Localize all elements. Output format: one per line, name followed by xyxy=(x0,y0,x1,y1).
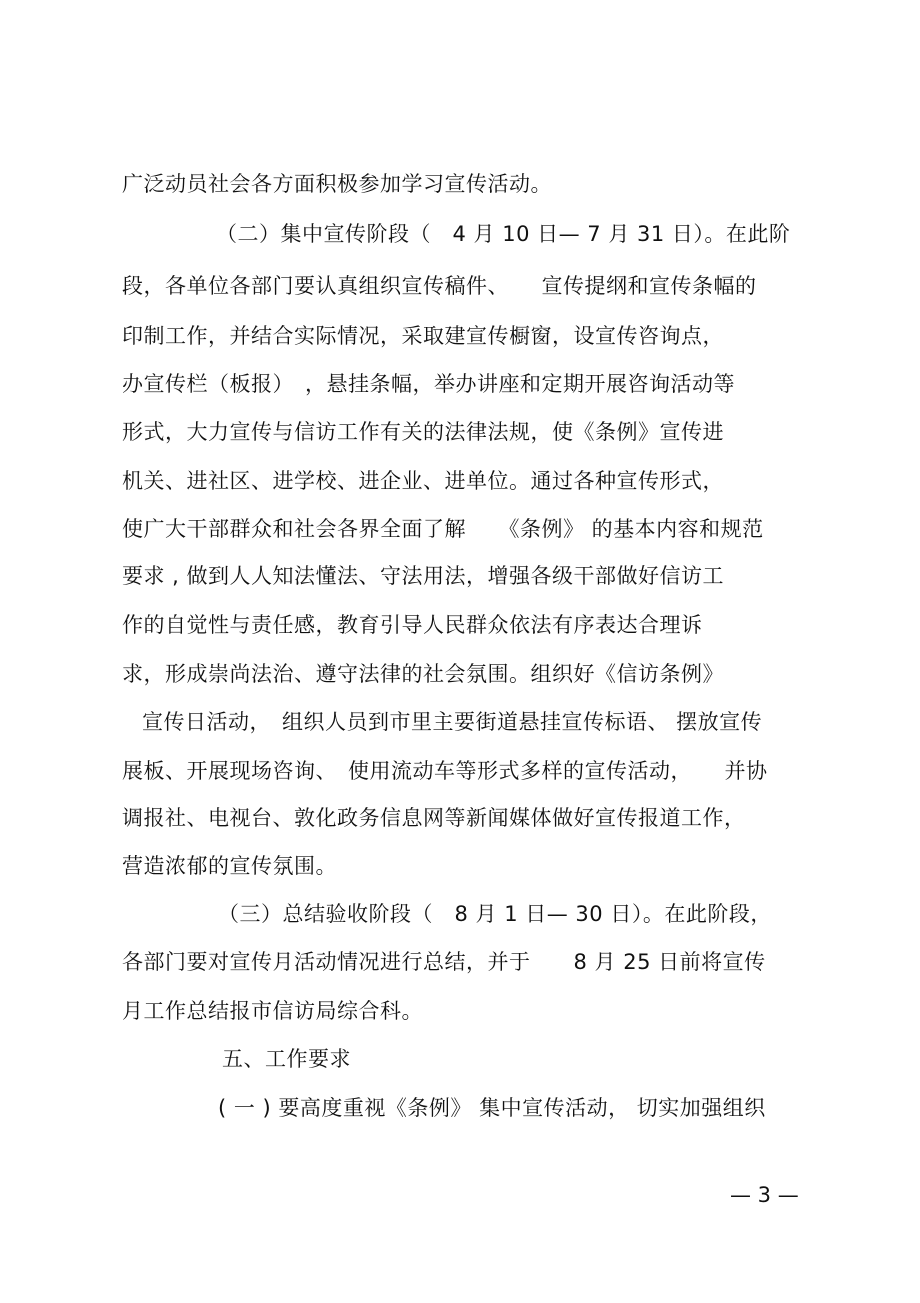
text-line-18: 月工作总结报市信访局综合科。 xyxy=(122,999,423,1023)
text-line-10: 作的自觉性与责任感，教育引导人民群众依法有序表达合理诉 xyxy=(122,613,703,637)
section-heading: 五、工作要求 xyxy=(222,1047,351,1071)
text-line-9: 要求 , 做到人人知法懂法、守法用法，增强各级干部做好信访工 xyxy=(122,564,725,588)
text-line-17: 各部门要对宣传月活动情况进行总结，并于 8 月 25 日前将宣传 xyxy=(122,950,766,974)
page-number: — 3 — xyxy=(730,1183,799,1207)
text-line-8: 使广大干部群众和社会各界全面了解 《条例》 的基本内容和规范 xyxy=(122,517,764,541)
text-line-13: 展板、开展现场咨询、 使用流动车等形式多样的宣传活动， 并协 xyxy=(122,759,768,783)
text-line-20: ( 一 ) 要高度重视《条例》 集中宣传活动， 切实加强组织 xyxy=(218,1096,766,1120)
text-line-12: 宣传日活动， 组织人员到市里主要街道悬挂宣传标语、 摆放宣传 xyxy=(142,710,763,734)
text-line-1: 广泛动员社会各方面积极参加学习宣传活动。 xyxy=(122,172,552,196)
text-line-11: 求，形成崇尚法治、遵守法律的社会氛围。组织好《信访条例》 xyxy=(122,662,724,686)
text-line-14: 调报社、电视台、敦化政务信息网等新闻媒体做好宣传报道工作， xyxy=(122,806,746,830)
text-line-3: 段，各单位各部门要认真组织宣传稿件、 宣传提纲和宣传条幅的 xyxy=(122,274,757,298)
text-line-5: 办宣传栏（板报） ，悬挂条幅，举办讲座和定期开展咨询活动等 xyxy=(122,372,735,396)
text-line-15: 营造浓郁的宣传氛围。 xyxy=(122,854,337,878)
text-line-4: 印制工作，并结合实际情况，采取建宣传橱窗，设宣传咨询点， xyxy=(122,324,724,348)
text-line-16: （三）总结验收阶段（ 8 月 1 日— 30 日）。在此阶段， xyxy=(218,902,772,926)
text-line-7: 机关、进社区、进学校、进企业、进单位。通过各种宣传形式， xyxy=(122,469,724,493)
text-line-2: （二）集中宣传阶段（ 4 月 10 日— 7 月 31 日）。在此阶 xyxy=(216,222,791,246)
text-line-6: 形式，大力宣传与信访工作有关的法律法规，使《条例》宣传进 xyxy=(122,420,724,444)
